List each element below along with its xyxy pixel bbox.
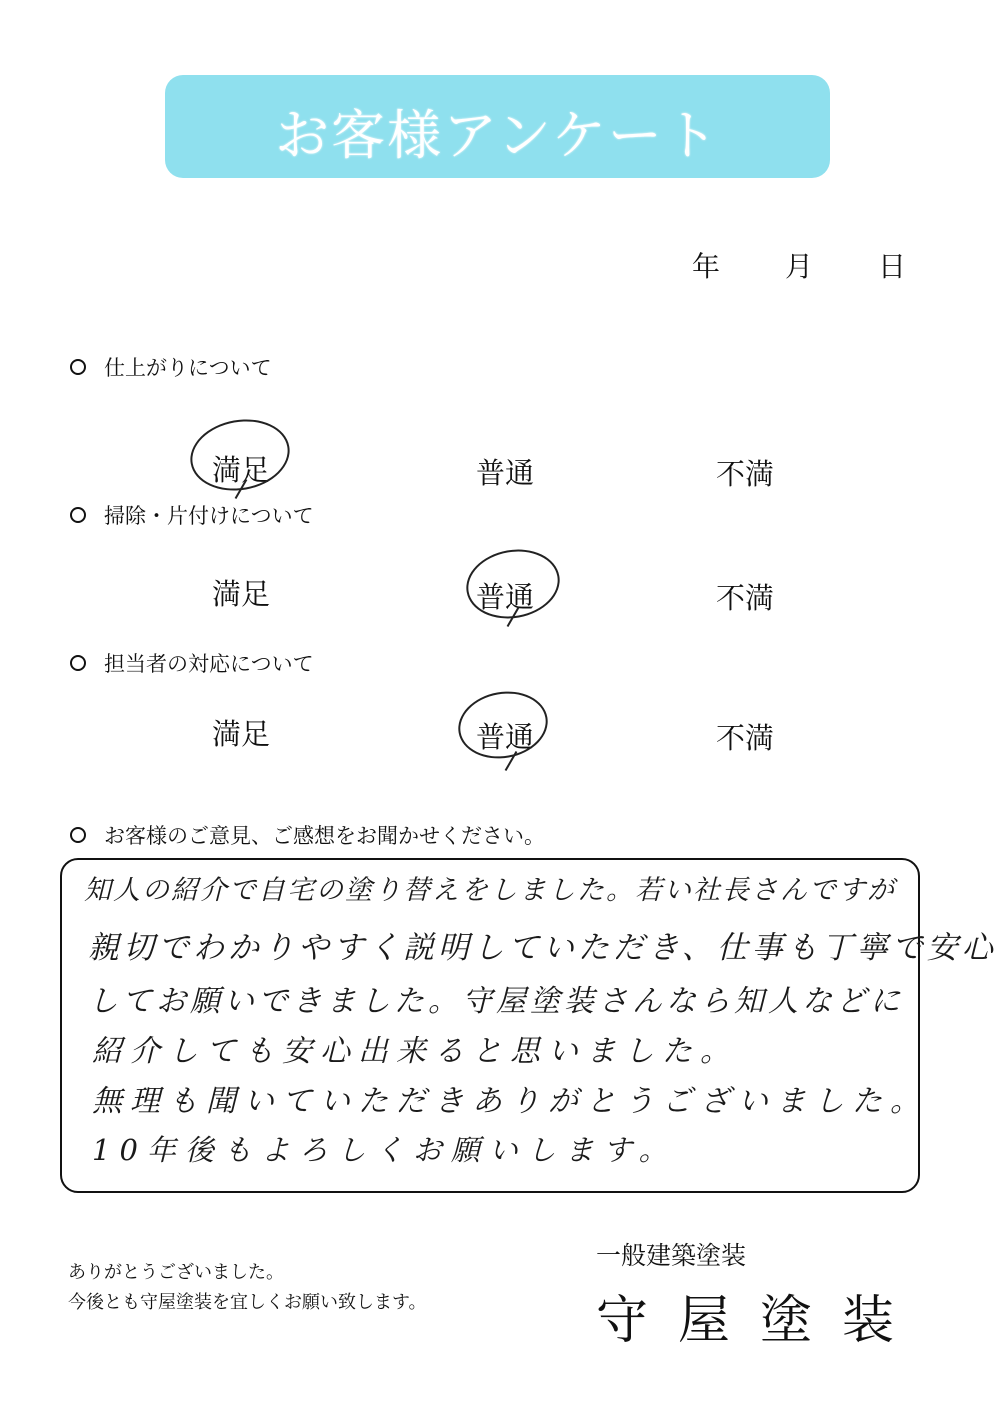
- company-type: 一般建築塗装: [596, 1241, 747, 1270]
- q1-option-dissatisfied[interactable]: 不満: [716, 457, 775, 491]
- thanks-line-1: ありがとうございました。: [68, 1262, 284, 1283]
- question-1-text: 仕上がりについて: [104, 356, 272, 380]
- q3-option-dissatisfied[interactable]: 不満: [716, 721, 775, 755]
- q3-option-satisfied[interactable]: 満足: [212, 717, 271, 751]
- q1-option-average[interactable]: 普通: [476, 456, 535, 490]
- page-title: お客様アンケート: [275, 104, 720, 167]
- comment-line-5: 無理も聞いていただきありがとうございました。: [92, 1084, 928, 1119]
- bullet-circle-icon: [70, 359, 86, 375]
- comment-line-1: 知人の紹介で自宅の塗り替えをしました。若い社長さんですが: [84, 875, 896, 906]
- year-label: 年: [692, 250, 721, 283]
- comments-label-text: お客様のご意見、ご感想をお聞かせください。: [104, 824, 545, 848]
- question-3-text: 担当者の対応について: [104, 652, 314, 676]
- q1-option-satisfied[interactable]: 満足: [212, 453, 271, 487]
- bullet-circle-icon: [70, 655, 86, 671]
- company-name: 守屋塗装: [596, 1291, 925, 1351]
- q2-option-average[interactable]: 普通: [476, 580, 535, 614]
- q1-selected-circle-icon: [185, 412, 296, 498]
- q2-option-satisfied[interactable]: 満足: [212, 577, 271, 611]
- q2-option-dissatisfied[interactable]: 不満: [716, 581, 775, 615]
- bullet-circle-icon: [70, 507, 86, 523]
- q3-option-average[interactable]: 普通: [476, 720, 535, 754]
- comment-line-2: 親切でわかりやすく説明していただき、仕事も丁寧で安心: [88, 930, 997, 966]
- question-1-label: [70, 352, 272, 382]
- month-label: 月: [785, 250, 814, 283]
- question-3-label: [70, 648, 314, 678]
- comment-line-4: 紹介しても安心出来ると思いました。: [92, 1034, 738, 1069]
- title-banner: [165, 75, 830, 178]
- comment-line-3: してお願いできました。守屋塗装さんなら知人などに: [88, 984, 904, 1019]
- day-label: 日: [878, 250, 907, 283]
- q3-selected-circle-icon: [453, 685, 553, 766]
- question-2-label: [70, 500, 314, 530]
- thanks-line-2: 今後とも守屋塗装を宜しくお願い致します。: [68, 1292, 427, 1313]
- comment-line-6: 10年後もよろしくお願いします。: [92, 1133, 677, 1167]
- question-2-text: 掃除・片付けについて: [104, 504, 314, 528]
- bullet-circle-icon: [70, 827, 86, 843]
- comments-label: [70, 820, 545, 850]
